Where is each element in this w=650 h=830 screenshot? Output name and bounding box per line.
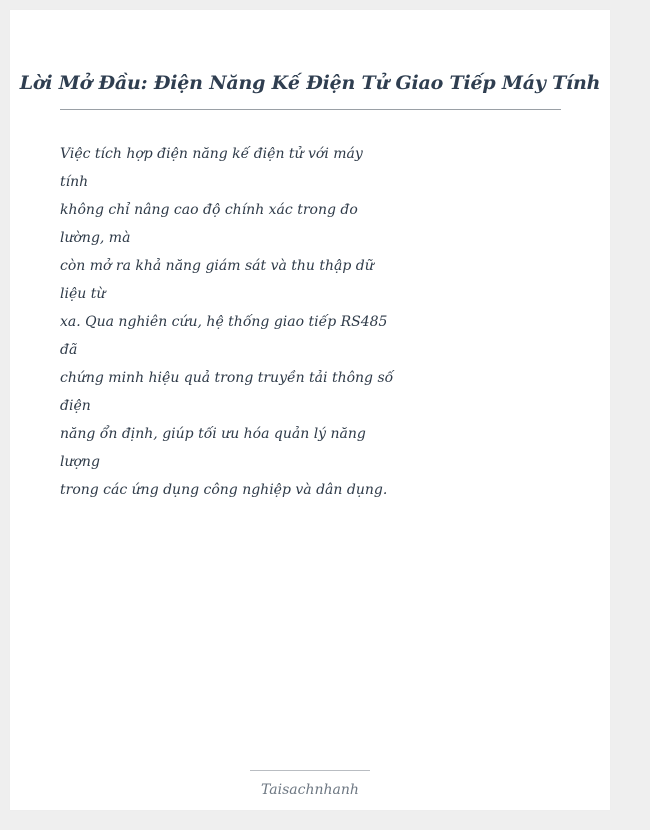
body-line: điện <box>60 398 91 414</box>
body-line: đã <box>60 342 78 358</box>
body-line: chứng minh hiệu quả trong truyền tải thông số <box>60 370 394 386</box>
body-paragraph <box>60 140 394 504</box>
footer-divider <box>250 770 370 771</box>
body-line: năng ổn định, giúp tối ưu hóa quản lý năng <box>60 426 366 442</box>
body-line: không chỉ nâng cao độ chính xác trong đo <box>60 202 358 218</box>
body-line: Việc tích hợp điện năng kế điện tử với máy <box>60 146 363 162</box>
body-line: lượng <box>60 454 100 470</box>
body-line: xa. Qua nghiên cứu, hệ thống giao tiếp RS485 <box>60 314 388 330</box>
document-page <box>10 10 610 810</box>
title-divider <box>60 109 561 110</box>
body-line: trong các ứng dụng công nghiệp và dân dụng. <box>60 482 388 498</box>
body-line: lường, mà <box>60 230 131 246</box>
body-line: tính <box>60 174 89 190</box>
body-line: còn mở ra khả năng giám sát và thu thập dữ <box>60 258 374 274</box>
body-line: liệu từ <box>60 286 106 302</box>
page-title: Lời Mở Đầu: Điện Năng Kế Điện Tử Giao Tiếp Máy Tính <box>19 72 601 94</box>
footer-brand: Taisachnhanh <box>261 782 359 798</box>
